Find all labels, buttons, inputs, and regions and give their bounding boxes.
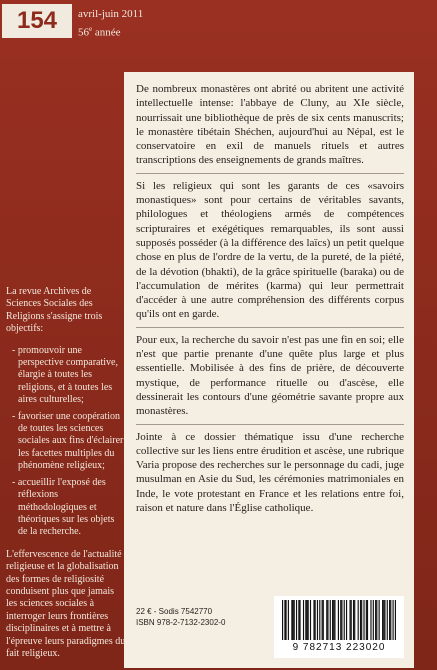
barcode-bar <box>366 600 367 640</box>
barcode-bar <box>334 600 335 640</box>
issue-date: avril-juin 2011 <box>78 8 144 20</box>
barcode-bar <box>303 600 304 640</box>
main-text <box>136 82 404 520</box>
objective-item: - favoriser une coopération de toutes les sciences sociales aux fins d'éclairer les facettes multiples du phénomène religieux; <box>12 410 124 472</box>
barcode-bar <box>332 600 333 640</box>
barcode-bar <box>305 600 306 640</box>
objective-item: - accueillir l'exposé des réflexions méthodologiques et théoriques sur les objets de la recherche. <box>12 476 115 538</box>
divider <box>136 173 404 174</box>
barcode-bar <box>299 600 300 640</box>
barcode-bar <box>351 600 352 640</box>
barcode-bar <box>333 600 334 640</box>
barcode-bar <box>282 600 283 640</box>
barcode-bar <box>285 600 286 640</box>
publication-meta <box>136 606 225 628</box>
divider <box>136 424 404 425</box>
barcode-bar <box>296 600 297 640</box>
barcode-bar <box>360 600 361 640</box>
barcode-bar <box>315 600 316 640</box>
barcode-bar <box>344 600 345 640</box>
barcode-bar <box>326 600 327 640</box>
barcode-bar <box>382 600 383 640</box>
isbn: ISBN 978-2-7132-2302-0 <box>136 618 226 627</box>
barcode-bar <box>379 600 380 640</box>
barcode-bar <box>338 600 339 640</box>
objectives-list <box>12 345 126 539</box>
barcode-bar <box>327 600 328 640</box>
divider <box>136 327 404 328</box>
issue-year-ordinal: e <box>89 25 93 33</box>
barcode-bar <box>395 600 396 640</box>
barcode-bar <box>373 600 374 640</box>
objective-item: - promouvoir une perspective comparative, élargie à toutes les religions, et à toutes les aires culturelles; <box>12 344 118 406</box>
barcode-bar <box>383 600 384 640</box>
barcode-bar <box>384 600 385 640</box>
barcode-bar <box>361 600 362 640</box>
barcode-bar <box>308 600 309 640</box>
issue-year <box>78 23 121 40</box>
barcode-bar <box>306 600 307 640</box>
barcode-bar <box>322 600 323 640</box>
issue-year-word: année <box>94 26 121 39</box>
barcode <box>274 596 404 658</box>
barcode-bar <box>376 600 377 640</box>
barcode-bar <box>284 600 285 640</box>
barcode-bar <box>390 600 391 640</box>
paragraph-quest: Pour eux, la recherche du savoir n'est pas une fin en soi; elle n'est que partie prenante d'une quête plus large et plus essentielle. Mobilisée à des fins de prière, de découverte mystique, de performance rituelle ou d'ascèse, elle dessinerait les contours d'une géométrie savante propre aux monastères. <box>136 333 404 418</box>
barcode-bar <box>353 600 354 640</box>
barcode-bar <box>393 600 394 640</box>
barcode-bar <box>294 600 295 640</box>
barcode-bar <box>323 600 324 640</box>
barcode-bar <box>340 600 341 640</box>
sidebar-journal-description <box>6 286 126 669</box>
barcode-bar <box>375 600 376 640</box>
paragraph-religious-knowledge: Si les religieux qui sont les garants de ces «savoirs monastiques» sont pour certains de véritables savants, philologues et théologiens armés de compétences scripturaires et exégétiques remarquables, ils sont aussi supposés posséder (à la différence des laïcs) un petit quelque chose en plus de l'ordre de la vertu, de la pureté, de la piété, de la dévotion (bhakti), de la grâce spirituelle (baraka) ou de l'accumulation de mérites (karma) qui leur permettrait d'accéder à une autre compréhension des différents corpus qu'ils ont en garde. <box>136 179 404 321</box>
barcode-bar <box>313 600 314 640</box>
barcode-number: 9 782713 223020 <box>292 642 386 653</box>
barcode-bar <box>363 600 364 640</box>
barcode-bar <box>292 600 293 640</box>
barcode-bar <box>298 600 299 640</box>
sidebar-intro: La revue Archives de Sciences Sociales des Religions s'assigne trois objectifs: <box>6 286 103 335</box>
barcode-bar <box>310 600 311 640</box>
barcode-bar <box>341 600 342 640</box>
barcode-bar <box>330 600 331 640</box>
barcode-bar <box>291 600 292 640</box>
barcode-bar <box>367 600 368 640</box>
barcode-bars <box>282 600 396 640</box>
issue-number-badge: 154 <box>2 4 72 38</box>
barcode-bar <box>387 600 388 640</box>
barcode-bar <box>319 600 320 640</box>
barcode-bar <box>354 600 355 640</box>
barcode-bar <box>358 600 359 640</box>
price-sodis: 22 € - Sodis 7542770 <box>136 607 213 616</box>
barcode-bar <box>288 600 289 640</box>
issue-year-number: 56 <box>78 26 89 39</box>
paragraph-monasteries: De nombreux monastères ont abrité ou abritent une activité intellectuelle intense: l'abbaye de Cluny, au XIe siècle, nourrissait une bibliothèque de près de six cents manuscrits; le monastère tibétain Shéchen, aujourd'hui au Népal, est le conservatoire en exil de manuels rituels et autres transcriptions des enseignements de grands maîtres. <box>136 83 404 167</box>
barcode-bar <box>370 600 371 640</box>
barcode-bar <box>317 600 318 640</box>
paragraph-varia: Jointe à ce dossier thématique issu d'une recherche collective sur les liens entre érudition et ascèse, une rubrique Varia propose des recherches sur le personnage du cadi, juge musulman en Asie du Sud, les cérémonies matrimoniales en Inde, le vote protestant en France et les relations entre foi, raison et nature dans l'Église catholique. <box>136 430 404 515</box>
sidebar-closing: L'effervescence de l'actualité religieuse et la globalisation des formes de religiosité conduisent plus que jamais les sciences sociales à interroger leurs frontières disciplinaires et à mettre à l'épreuve leurs paradigmes du fait religieux. <box>6 548 126 659</box>
barcode-bar <box>346 600 347 640</box>
barcode-bar <box>389 600 390 640</box>
barcode-bar <box>349 600 350 640</box>
